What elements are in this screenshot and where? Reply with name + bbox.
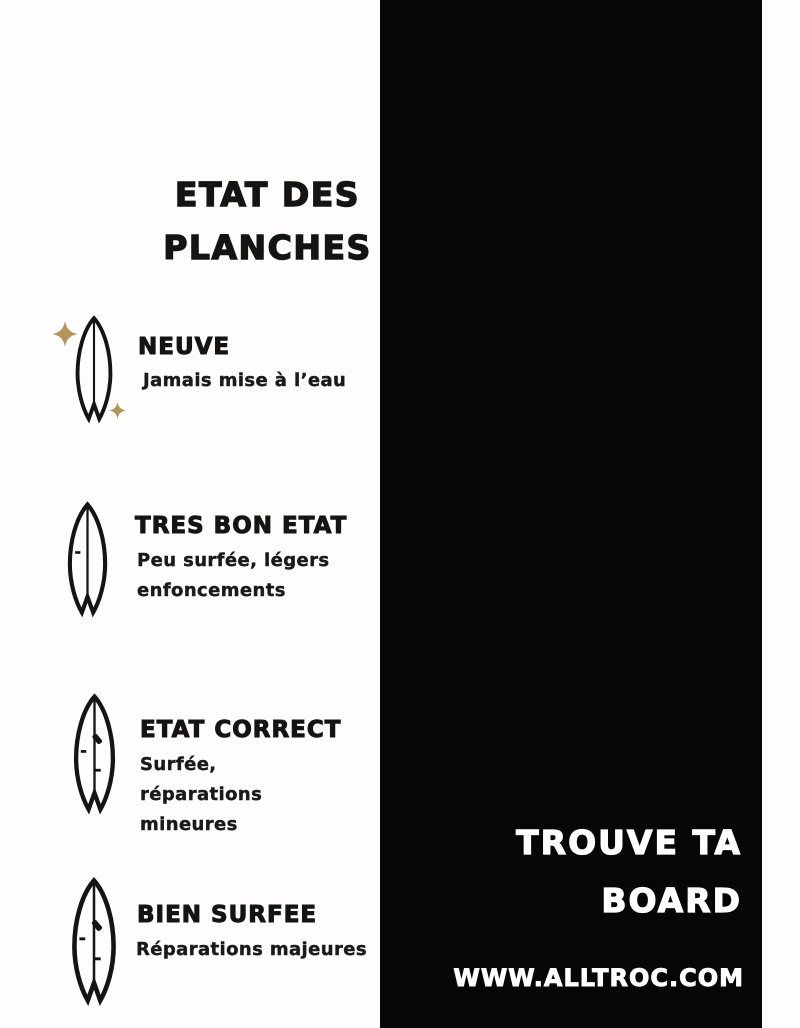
condition-label: BIEN SURFEE [137, 902, 318, 928]
tagline-line1: TROUVE TA [516, 823, 742, 862]
condition-label: ETAT CORRECT [140, 717, 342, 743]
surfboard-major-repairs-icon [69, 873, 119, 1008]
page-title-line2: PLANCHES [163, 228, 372, 267]
condition-label: TRES BON ETAT [135, 513, 348, 539]
surfboard-light-dings-icon [65, 498, 110, 619]
condition-label: NEUVE [138, 334, 231, 360]
tagline-line2: BOARD [601, 881, 742, 920]
page-title [150, 168, 385, 274]
surfboard-minor-repairs-icon [71, 691, 118, 815]
condition-description: Réparations majeures [136, 939, 367, 960]
website-url: WWW.ALLTROC.COM [453, 964, 744, 992]
condition-description: Jamais mise à l’eau [143, 370, 347, 391]
page-title-line1: ETAT DES [174, 175, 361, 214]
condition-description: Surfée, réparations mineures [140, 754, 263, 835]
surfboard-new-icon [73, 311, 115, 426]
condition-description: Peu surfée, légers enfoncements [137, 550, 330, 601]
tagline [516, 814, 742, 930]
